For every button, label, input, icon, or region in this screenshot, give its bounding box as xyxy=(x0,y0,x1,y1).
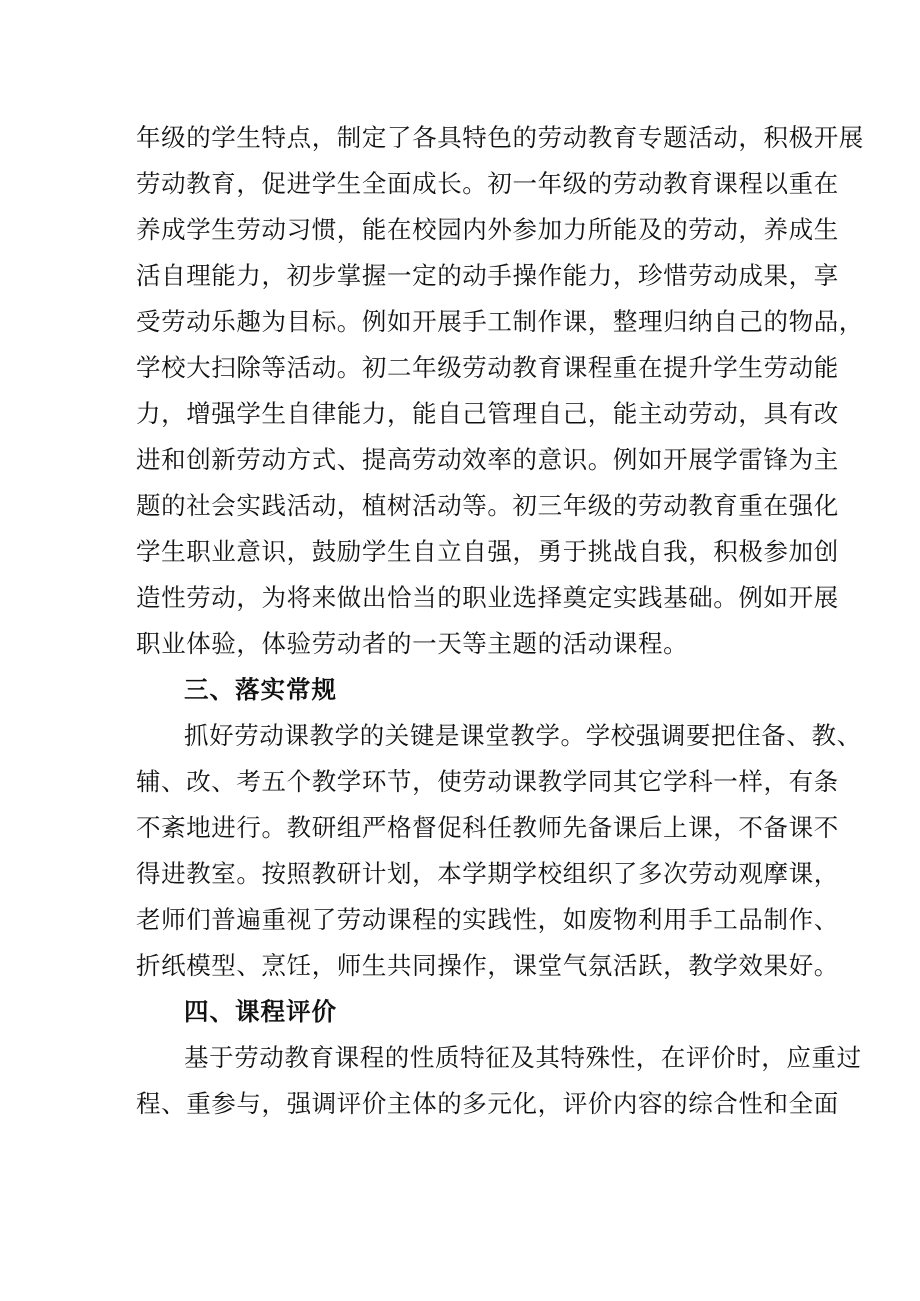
paragraph-line: 基于劳动教育课程的性质特征及其特殊性，在评价时，应重过 xyxy=(184,1043,862,1072)
paragraph-line: 折纸模型、烹饪，师生共同操作，课堂气氛活跃，教学效果好。 xyxy=(136,951,839,980)
paragraph-line: 受劳动乐趣为目标。例如开展手工制作课，整理归纳自己的物品， xyxy=(136,307,864,336)
paragraph-line: 活自理能力，初步掌握一定的动手操作能力，珍惜劳动成果，享 xyxy=(136,261,839,290)
paragraph-line: 题的社会实践活动，植树活动等。初三年级的劳动教育重在强化 xyxy=(136,491,839,520)
paragraph-line: 力，增强学生自律能力，能自己管理自己，能主动劳动，具有改 xyxy=(136,399,839,428)
paragraph-line: 职业体验，体验劳动者的一天等主题的活动课程。 xyxy=(136,629,689,658)
section-heading-three: 三、落实常规 xyxy=(184,675,337,704)
paragraph-line: 老师们普遍重视了劳动课程的实践性，如废物利用手工品制作、 xyxy=(136,905,839,934)
paragraph-line: 进和创新劳动方式、提高劳动效率的意识。例如开展学雷锋为主 xyxy=(136,445,839,474)
section-heading-four: 四、课程评价 xyxy=(184,997,337,1026)
paragraph-line: 抓好劳动课教学的关键是课堂教学。学校强调要把住备、教、 xyxy=(184,721,862,750)
paragraph-line: 学生职业意识，鼓励学生自立自强，勇于挑战自我，积极参加创 xyxy=(136,537,839,566)
paragraph-line: 不紊地进行。教研组严格督促科任教师先备课后上课，不备课不 xyxy=(136,813,839,842)
paragraph-line: 学校大扫除等活动。初二年级劳动教育课程重在提升学生劳动能 xyxy=(136,353,839,382)
paragraph-line: 养成学生劳动习惯，能在校园内外参加力所能及的劳动，养成生 xyxy=(136,215,839,244)
paragraph-line: 程、重参与，强调评价主体的多元化，评价内容的综合性和全面 xyxy=(136,1089,839,1118)
paragraph-line: 劳动教育，促进学生全面成长。初一年级的劳动教育课程以重在 xyxy=(136,169,839,198)
paragraph-line: 辅、改、考五个教学环节，使劳动课教学同其它学科一样，有条 xyxy=(136,767,839,796)
paragraph-line: 年级的学生特点，制定了各具特色的劳动教育专题活动，积极开展 xyxy=(136,123,864,152)
paragraph-line: 得进教室。按照教研计划，本学期学校组织了多次劳动观摩课， xyxy=(136,859,839,888)
paragraph-line: 造性劳动，为将来做出恰当的职业选择奠定实践基础。例如开展 xyxy=(136,583,839,612)
